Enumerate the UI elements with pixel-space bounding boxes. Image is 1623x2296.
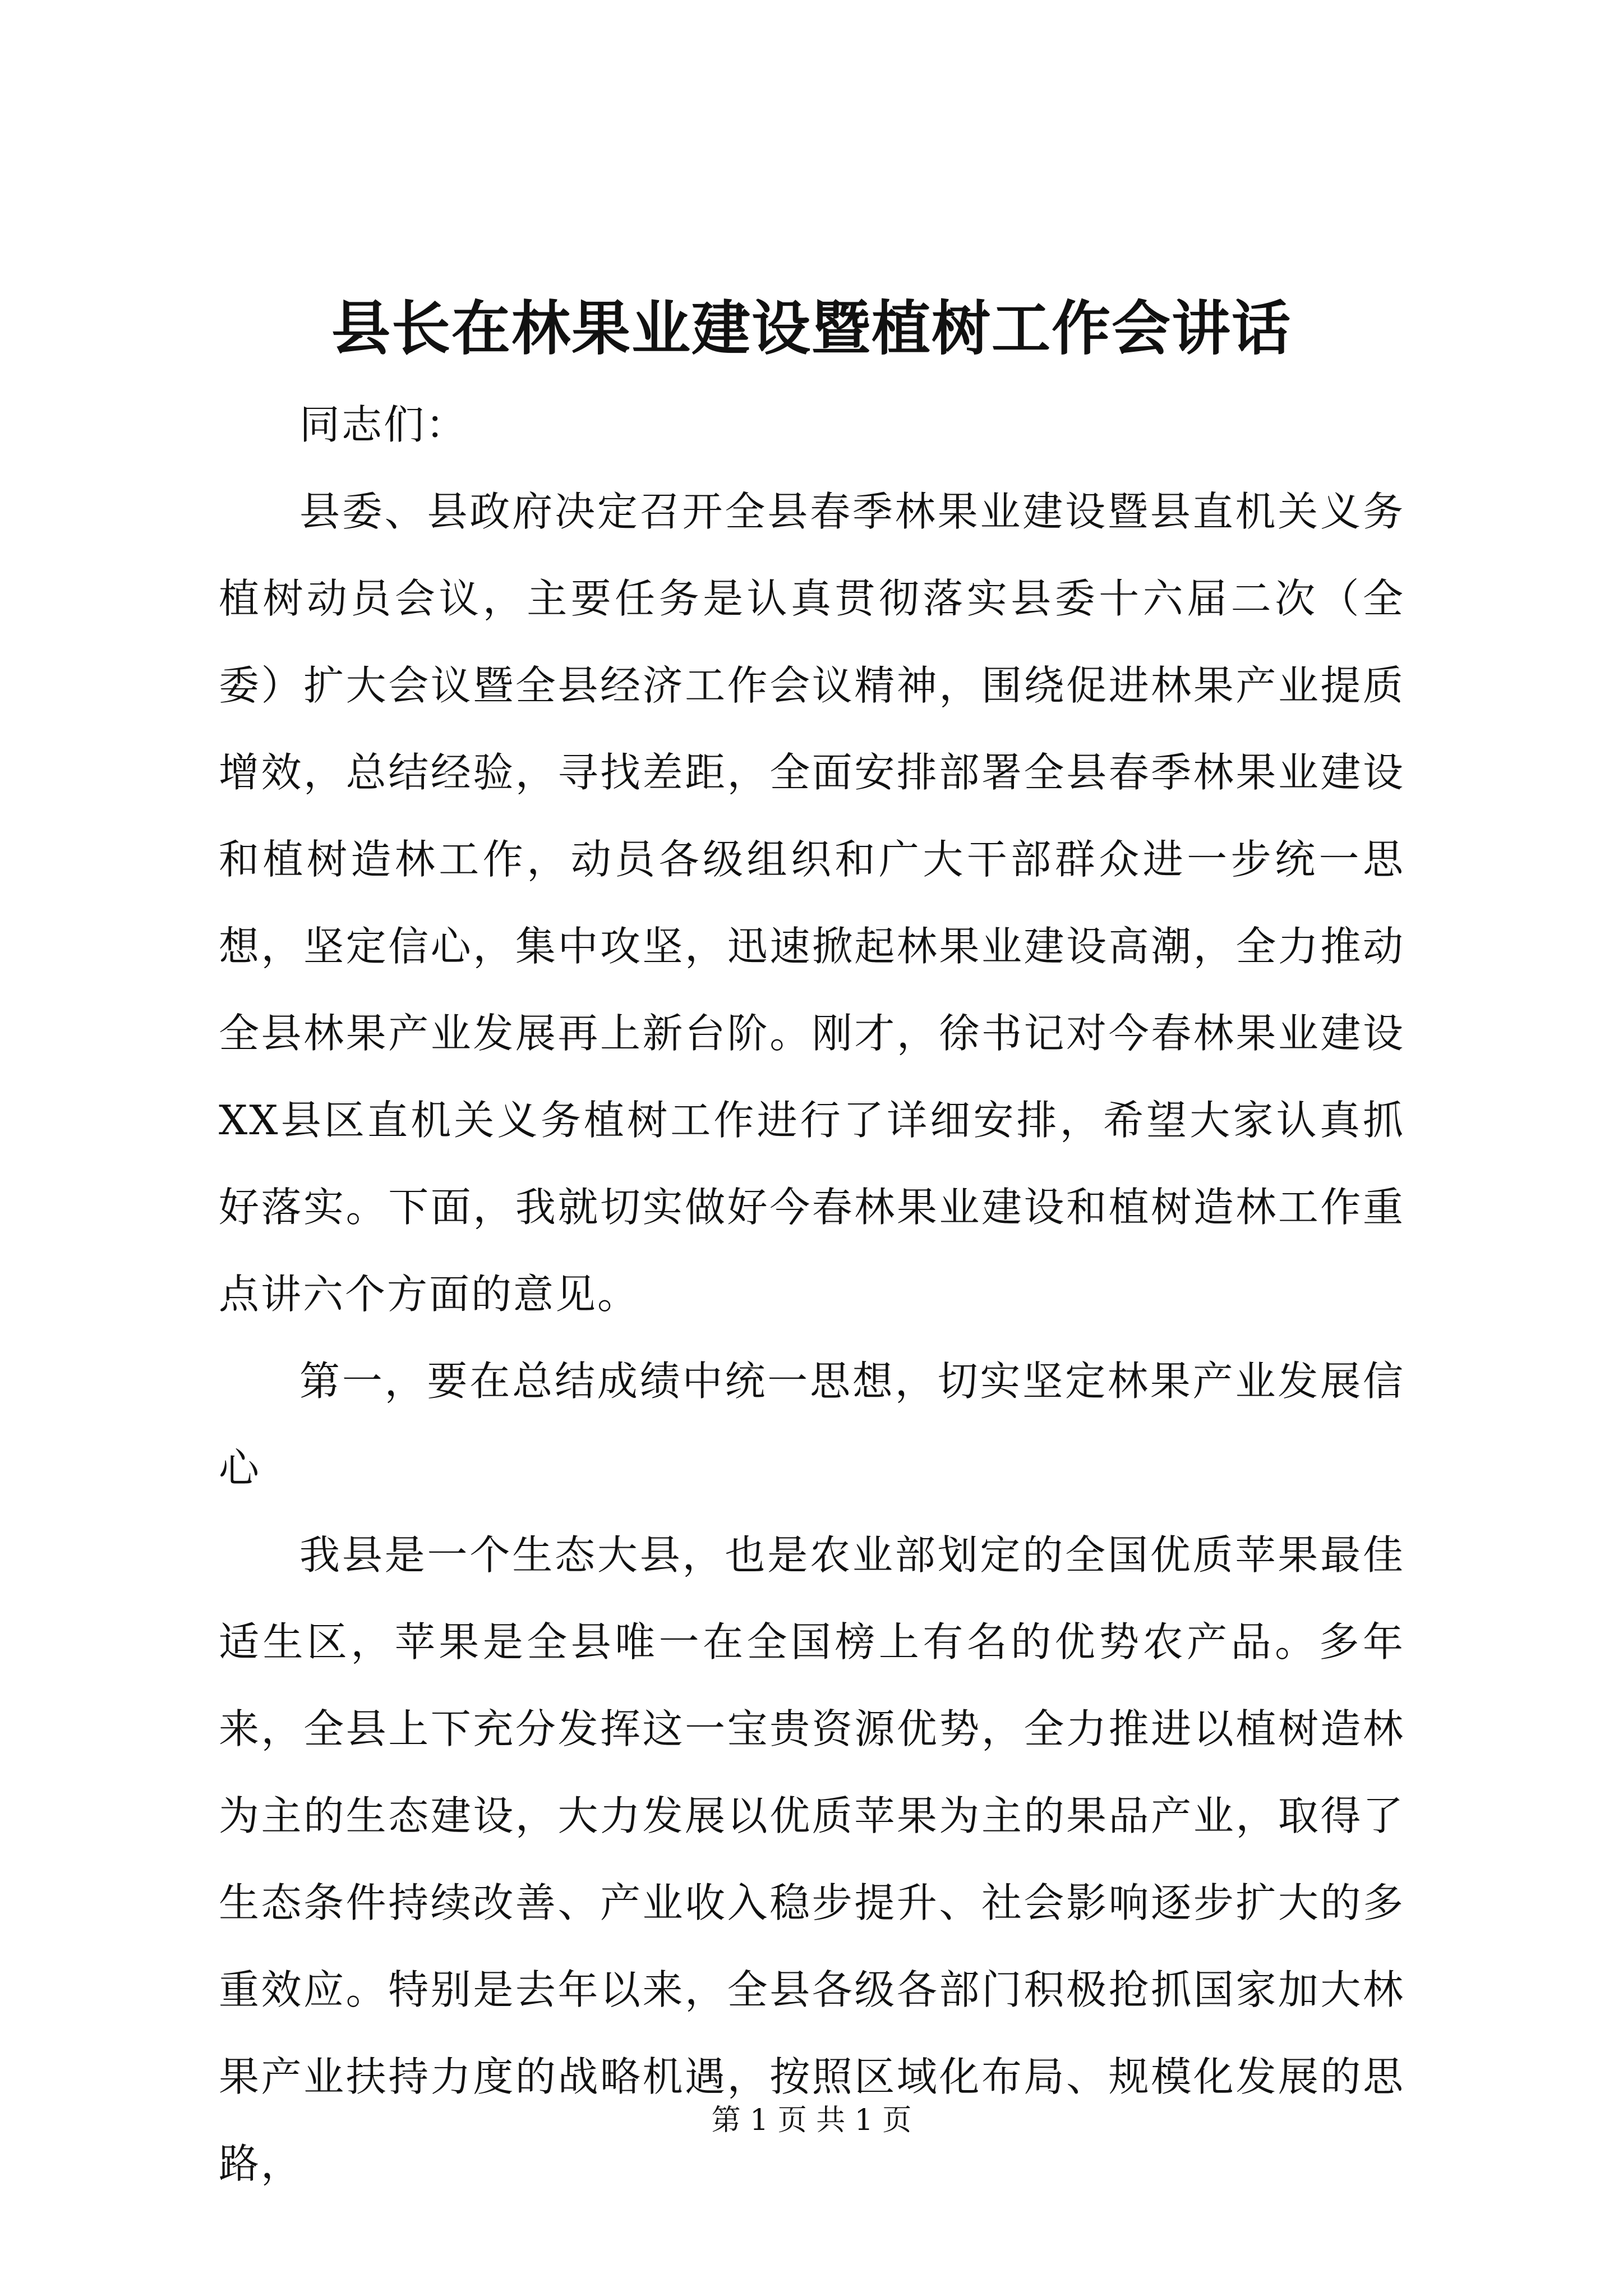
page-footer: 第 1 页 共 1 页 [711,2104,912,2137]
body-paragraph: 我县是一个生态大县，也是农业部划定的全国优质苹果最佳适生区，苹果是全县唯一在全国榜上有名的优势农产品。多年来，全县上下充分发挥这一宝贵资源优势，全力推进以植树造林为主的生态建设，大力发展以优质苹果为主的果品产业，取得了生态条件持续改善、产业收入稳步提升、社会影响逐步扩大的多重效应。特别是去年以来，全县各级各部门积极抢抓国家加大林果产业扶持力度的战略机遇，按照区域化布局、规模化发展的思路， [219,1531,1405,2187]
intro-paragraph: 县委、县政府决定召开全县春季林果业建设暨县直机关义务植树动员会议，主要任务是认真贯彻落实县委十六届二次（全委）扩大会议暨全县经济工作会议精神，围绕促进林果产业提质增效，总结经验，寻找差距，全面安排部署全县春季林果业建设和植树造林工作，动员各级组织和广大干部群众进一步统一思想，坚定信心，集中攻坚，迅速掀起林果业建设高潮，全力推动全县林果产业发展再上新台阶。刚才，徐书记对今春林果业建设XX县区直机关义务植树工作进行了详细安排，希望大家认真抓好落实。下面，我就切实做好今春林果业建设和植树造林工作重点讲六个方面的意见。 [219,488,1405,1318]
section-heading-paragraph: 第一，要在总结成绩中统一思想，切实坚定林果产业发展信心 [219,1358,1405,1492]
salutation-paragraph: 同志们： [299,401,468,448]
document-body [219,381,1405,2207]
document-title: 县长在林果业建设暨植树工作会讲话 [331,293,1292,363]
